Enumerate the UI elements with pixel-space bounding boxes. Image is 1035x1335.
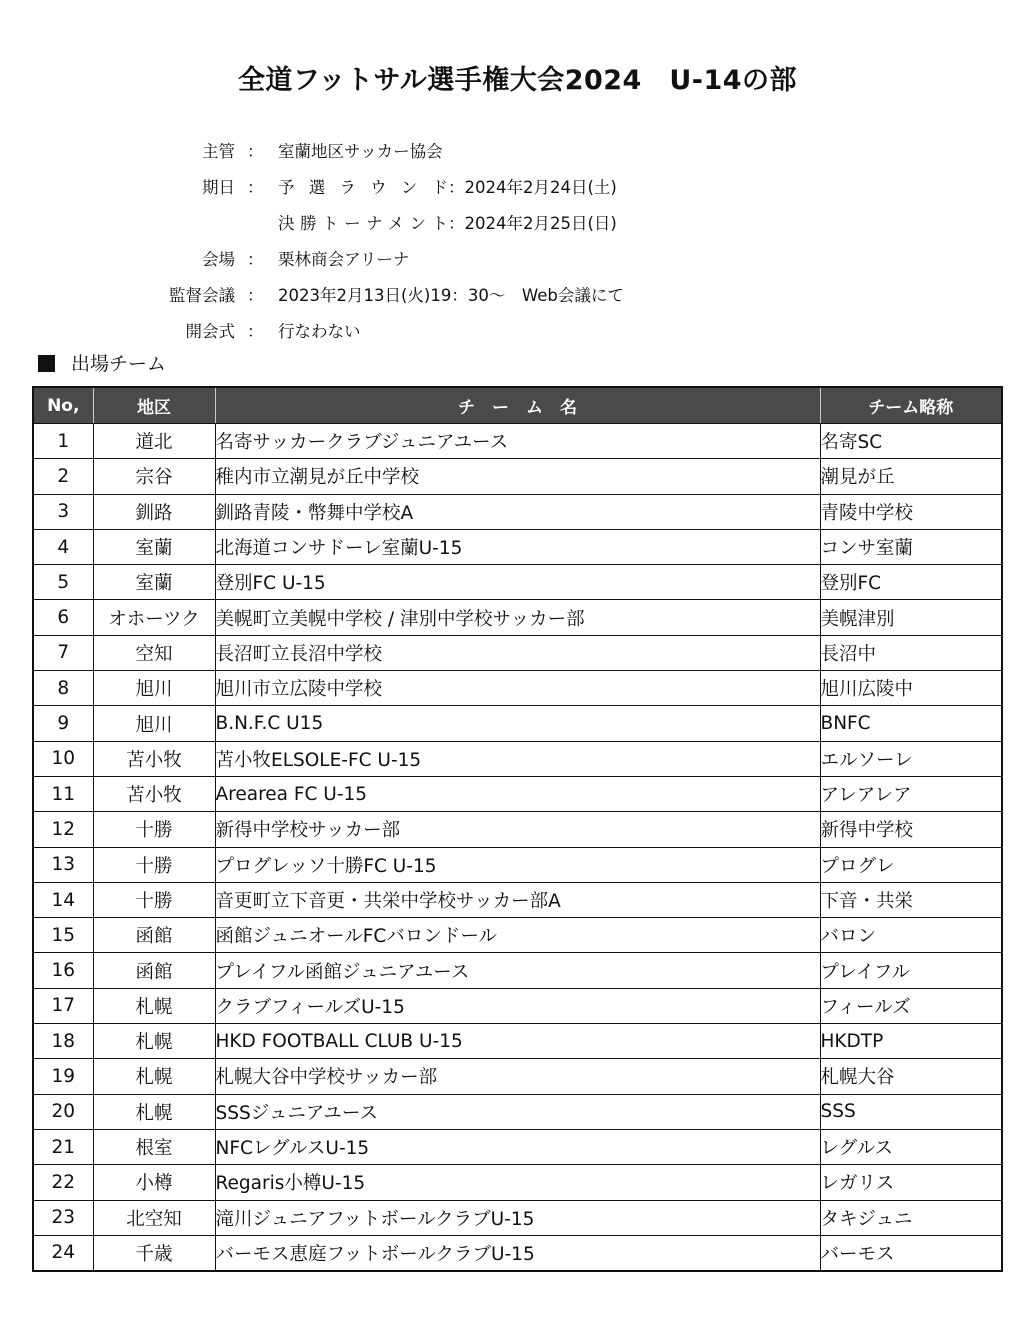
team-abbreviation: 新得中学校 xyxy=(820,812,1002,847)
page-title: 全道フットサル選手権大会2024 U-14の部 xyxy=(237,65,798,96)
team-name: 新得中学校サッカー部 xyxy=(215,812,820,847)
table-row xyxy=(33,1165,1002,1200)
team-abbreviation: 札幌大谷 xyxy=(820,1059,1002,1094)
table-row xyxy=(33,812,1002,847)
team-abbreviation: フィールズ xyxy=(820,988,1002,1023)
team-region: 宗谷 xyxy=(93,459,215,494)
team-abbreviation: SSS xyxy=(820,1094,1002,1129)
team-abbreviation: タキジュニ xyxy=(820,1200,1002,1235)
team-number: 18 xyxy=(33,1024,93,1059)
date-label: 期日 xyxy=(202,178,235,197)
team-name: 旭川市立広陵中学校 xyxy=(215,671,820,706)
team-abbreviation: バーモス xyxy=(820,1235,1002,1271)
team-region: 室蘭 xyxy=(93,565,215,600)
team-name: 苫小牧ELSOLE-FC U-15 xyxy=(215,741,820,776)
team-region: 十勝 xyxy=(93,847,215,882)
prelim-schedule xyxy=(278,175,617,201)
team-abbreviation: 登別FC xyxy=(820,565,1002,600)
team-name: 釧路青陵・幣舞中学校A xyxy=(215,494,820,529)
team-name: プレイフル函館ジュニアユース xyxy=(215,953,820,988)
team-region: 苫小牧 xyxy=(93,776,215,811)
team-number: 1 xyxy=(33,424,93,459)
prelim-date: ：2024年2月24日(土) xyxy=(448,178,617,197)
venue-label: 会場 xyxy=(202,250,235,269)
team-name: 音更町立下音更・共栄中学校サッカー部A xyxy=(215,882,820,917)
team-region: 札幌 xyxy=(93,1024,215,1059)
table-row xyxy=(33,494,1002,529)
team-region: オホーツク xyxy=(93,600,215,635)
team-name: 滝川ジュニアフットボールクラブU-15 xyxy=(215,1200,820,1235)
table-row xyxy=(33,1094,1002,1129)
team-abbreviation: コンサ室蘭 xyxy=(820,529,1002,564)
team-region: 根室 xyxy=(93,1129,215,1164)
table-row xyxy=(33,988,1002,1023)
team-region: 十勝 xyxy=(93,882,215,917)
team-name: 稚内市立潮見が丘中学校 xyxy=(215,459,820,494)
table-row xyxy=(33,706,1002,741)
team-number: 21 xyxy=(33,1129,93,1164)
team-number: 17 xyxy=(33,988,93,1023)
organizer-value: 室蘭地区サッカー協会 xyxy=(278,142,443,161)
team-abbreviation: 長沼中 xyxy=(820,635,1002,670)
ceremony-colon: ： xyxy=(247,322,264,341)
team-name: Arearea FC U-15 xyxy=(215,776,820,811)
header-abbreviation: チーム略称 xyxy=(820,387,1002,424)
header-no: No, xyxy=(33,387,93,424)
table-row xyxy=(33,671,1002,706)
team-name: 函館ジュニオールFCバロンドール xyxy=(215,918,820,953)
team-abbreviation: 名寄SC xyxy=(820,424,1002,459)
section-heading xyxy=(38,350,166,378)
team-number: 16 xyxy=(33,953,93,988)
team-abbreviation: プログレ xyxy=(820,847,1002,882)
table-row xyxy=(33,882,1002,917)
team-abbreviation: 美幌津別 xyxy=(820,600,1002,635)
team-region: 十勝 xyxy=(93,812,215,847)
organizer-label: 主管 xyxy=(202,142,235,161)
team-number: 8 xyxy=(33,671,93,706)
team-name: B.N.F.C U15 xyxy=(215,706,820,741)
team-region: 道北 xyxy=(93,424,215,459)
black-square-icon xyxy=(38,355,55,372)
team-number: 4 xyxy=(33,529,93,564)
team-name: Regaris小樽U-15 xyxy=(215,1165,820,1200)
team-abbreviation: 旭川広陵中 xyxy=(820,671,1002,706)
team-number: 14 xyxy=(33,882,93,917)
team-number: 13 xyxy=(33,847,93,882)
team-abbreviation: 下音・共栄 xyxy=(820,882,1002,917)
header-team-name: チ ー ム 名 xyxy=(215,387,820,424)
table-row xyxy=(33,529,1002,564)
team-name: クラブフィールズU-15 xyxy=(215,988,820,1023)
table-row xyxy=(33,600,1002,635)
team-name: 名寄サッカークラブジュニアユース xyxy=(215,424,820,459)
team-number: 3 xyxy=(33,494,93,529)
teams-table xyxy=(32,386,1003,1272)
team-abbreviation: 潮見が丘 xyxy=(820,459,1002,494)
table-row xyxy=(33,918,1002,953)
team-region: 釧路 xyxy=(93,494,215,529)
date-colon: ： xyxy=(247,178,264,197)
team-abbreviation: レグルス xyxy=(820,1129,1002,1164)
team-number: 23 xyxy=(33,1200,93,1235)
organizer-colon: ： xyxy=(247,142,264,161)
team-number: 10 xyxy=(33,741,93,776)
table-row xyxy=(33,1200,1002,1235)
team-region: 旭川 xyxy=(93,671,215,706)
team-region: 北空知 xyxy=(93,1200,215,1235)
table-row xyxy=(33,1059,1002,1094)
team-number: 24 xyxy=(33,1235,93,1271)
table-row xyxy=(33,424,1002,459)
table-row xyxy=(33,459,1002,494)
team-abbreviation: エルソーレ xyxy=(820,741,1002,776)
team-region: 函館 xyxy=(93,918,215,953)
team-number: 12 xyxy=(33,812,93,847)
team-number: 2 xyxy=(33,459,93,494)
final-date: ：2024年2月25日(日) xyxy=(448,214,617,233)
table-row xyxy=(33,1235,1002,1271)
ceremony-value: 行なわない xyxy=(278,322,361,341)
team-name: 北海道コンサドーレ室蘭U-15 xyxy=(215,529,820,564)
team-region: 函館 xyxy=(93,953,215,988)
team-number: 22 xyxy=(33,1165,93,1200)
venue-value: 栗林商会アリーナ xyxy=(278,250,410,269)
team-name: HKD FOOTBALL CLUB U-15 xyxy=(215,1024,820,1059)
team-number: 19 xyxy=(33,1059,93,1094)
team-region: 札幌 xyxy=(93,988,215,1023)
team-region: 千歳 xyxy=(93,1235,215,1271)
team-name: プログレッソ十勝FC U-15 xyxy=(215,847,820,882)
section-title-text: 出場チーム xyxy=(71,353,167,375)
team-region: 苫小牧 xyxy=(93,741,215,776)
team-name: NFCレグルスU-15 xyxy=(215,1129,820,1164)
meeting-label: 監督会議 xyxy=(169,286,235,305)
table-row xyxy=(33,953,1002,988)
table-header-row xyxy=(33,387,1002,424)
ceremony-label: 開会式 xyxy=(185,322,235,341)
team-name: SSSジュニアユース xyxy=(215,1094,820,1129)
header-region: 地区 xyxy=(93,387,215,424)
team-name: 美幌町立美幌中学校 / 津別中学校サッカー部 xyxy=(215,600,820,635)
team-abbreviation: BNFC xyxy=(820,706,1002,741)
team-region: 札幌 xyxy=(93,1059,215,1094)
team-region: 札幌 xyxy=(93,1094,215,1129)
table-row xyxy=(33,635,1002,670)
team-number: 7 xyxy=(33,635,93,670)
final-schedule xyxy=(278,211,617,237)
team-region: 旭川 xyxy=(93,706,215,741)
table-row xyxy=(33,741,1002,776)
table-row xyxy=(33,1129,1002,1164)
meeting-colon: ： xyxy=(247,286,264,305)
table-row xyxy=(33,847,1002,882)
team-number: 20 xyxy=(33,1094,93,1129)
team-abbreviation: レガリス xyxy=(820,1165,1002,1200)
team-region: 室蘭 xyxy=(93,529,215,564)
teams-table-body xyxy=(33,424,1002,1272)
table-row xyxy=(33,776,1002,811)
team-number: 15 xyxy=(33,918,93,953)
team-region: 小樽 xyxy=(93,1165,215,1200)
team-abbreviation: プレイフル xyxy=(820,953,1002,988)
prelim-label: 予選ラウンド xyxy=(278,178,448,197)
team-number: 6 xyxy=(33,600,93,635)
team-name: 登別FC U-15 xyxy=(215,565,820,600)
meeting-value: 2023年2月13日(火)19：30～ Web会議にて xyxy=(278,286,624,305)
table-row xyxy=(33,565,1002,600)
team-name: 札幌大谷中学校サッカー部 xyxy=(215,1059,820,1094)
venue-colon: ： xyxy=(247,250,264,269)
team-name: 長沼町立長沼中学校 xyxy=(215,635,820,670)
team-region: 空知 xyxy=(93,635,215,670)
team-abbreviation: バロン xyxy=(820,918,1002,953)
team-abbreviation: HKDTP xyxy=(820,1024,1002,1059)
final-label: 決勝トーナメント xyxy=(278,214,448,233)
team-name: バーモス恵庭フットボールクラブU-15 xyxy=(215,1235,820,1271)
team-number: 5 xyxy=(33,565,93,600)
team-abbreviation: アレアレア xyxy=(820,776,1002,811)
team-number: 9 xyxy=(33,706,93,741)
team-number: 11 xyxy=(33,776,93,811)
team-abbreviation: 青陵中学校 xyxy=(820,494,1002,529)
table-row xyxy=(33,1024,1002,1059)
